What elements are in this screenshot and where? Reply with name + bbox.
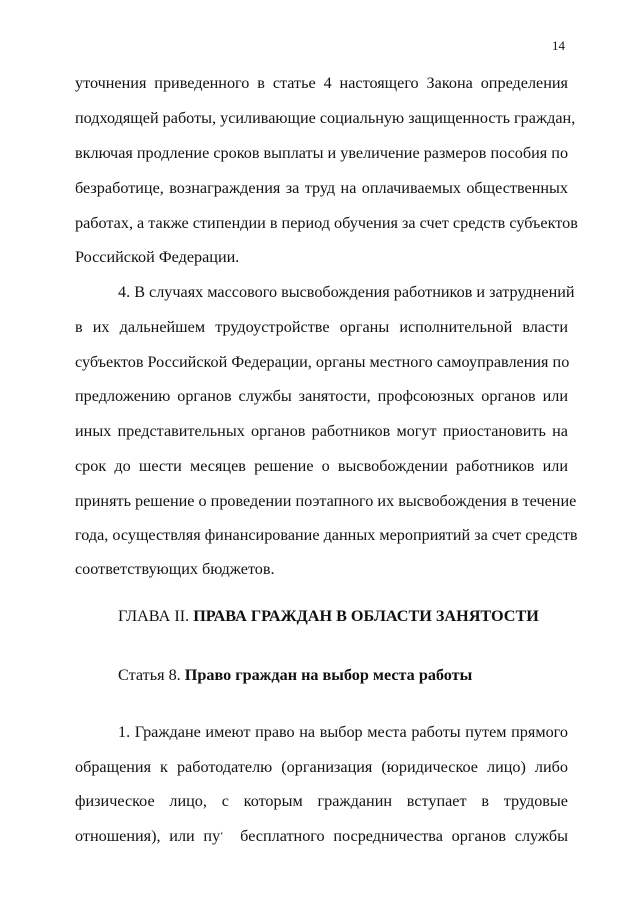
- text-line: соответствующих бюджетов.: [75, 560, 275, 578]
- scan-mark: ‘: [220, 831, 224, 842]
- text-fragment: бесплатного посредничества органов службы: [240, 827, 568, 845]
- text-line: 4. В случаях массового высвобождения работников и затруднений: [118, 283, 575, 301]
- chapter-title: ПРАВА ГРАЖДАН В ОБЛАСТИ ЗАНЯТОСТИ: [193, 607, 539, 625]
- text-line: [75, 826, 568, 847]
- text-line: в их дальнейшем трудоустройстве органы исполнительной власти: [75, 318, 568, 336]
- text-line: работах, а также стипендии в период обучения за счет средств субъектов: [75, 214, 578, 232]
- chapter-heading: [118, 606, 539, 626]
- text-line: предложению органов службы занятости, профсоюзных органов или: [75, 387, 568, 405]
- article-heading: [118, 665, 472, 685]
- text-line: срок до шести месяцев решение о высвобождении работников или: [75, 457, 568, 475]
- text-line: физическое лицо, с которым гражданин вступает в трудовые: [75, 792, 568, 810]
- text-line: включая продление сроков выплаты и увеличение размеров пособия по: [75, 144, 569, 162]
- text-line: иных представительных органов работников могут приостановить на: [75, 422, 568, 440]
- text-line: обращения к работодателю (организация (юридическое лицо) либо: [75, 758, 568, 776]
- text-line: принять решение о проведении поэтапного их высвобождения в течение: [75, 492, 577, 510]
- text-line: года, осуществляя финансирование данных мероприятий за счет средств: [75, 526, 578, 544]
- text-line: уточнения приведенного в статье 4 настоящего Закона определения: [75, 74, 568, 92]
- page-number: 14: [552, 38, 565, 53]
- text-line: безработице, вознаграждения за труд на оплачиваемых общественных: [75, 179, 568, 197]
- text-line: субъектов Российской Федерации, органы местного самоуправления по: [75, 353, 570, 371]
- text-line: 1. Граждане имеют право на выбор места работы путем прямого: [118, 723, 568, 741]
- article-prefix: Статья 8.: [118, 666, 185, 684]
- article-title: Право граждан на выбор места работы: [184, 666, 473, 684]
- text-line: Российской Федерации.: [75, 248, 240, 266]
- text-line: подходящей работы, усиливающие социальную защищенность граждан,: [75, 109, 576, 127]
- chapter-prefix: ГЛАВА II.: [118, 607, 194, 625]
- text-fragment: отношения), или пу: [75, 827, 221, 845]
